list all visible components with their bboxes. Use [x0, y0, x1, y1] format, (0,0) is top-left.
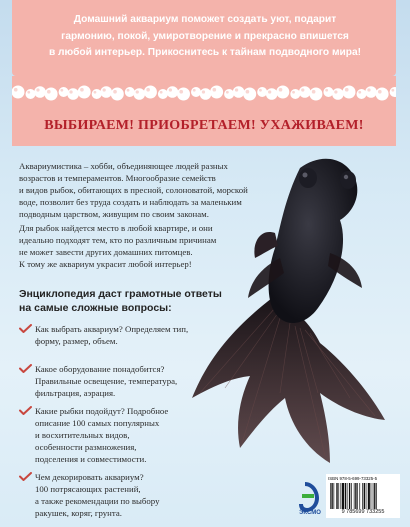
- question-line: Правильные освещение, температура,: [35, 376, 178, 386]
- bubble-highlight: [14, 88, 18, 92]
- bubble: [276, 86, 289, 99]
- intro-line: и видов рыбок, обитающих в пресной, солоноватой, морской: [19, 185, 248, 195]
- question-line: 100 потрясающих растений,: [35, 484, 141, 494]
- red-check-icon: [19, 406, 32, 415]
- question-line: а также рекомендации по выбору: [35, 496, 160, 506]
- bubble-highlight: [27, 91, 30, 94]
- bubble: [299, 86, 311, 98]
- barcode-bar: [368, 483, 370, 509]
- bubble-highlight: [268, 90, 271, 93]
- bubble: [167, 86, 179, 98]
- bubble: [26, 89, 36, 99]
- bubble: [210, 86, 223, 99]
- intro-line: воде, позволит без труда создать и наблюдать за маленьким: [19, 197, 242, 207]
- bubble: [224, 89, 234, 99]
- bubble-highlight: [279, 88, 283, 92]
- question-item: [19, 471, 229, 519]
- tail-fin: [192, 298, 385, 463]
- question-line: Какое оборудование понадобится?: [35, 364, 165, 374]
- second-line: не может завести других домашних питомцев.: [19, 247, 193, 257]
- bubble: [177, 88, 190, 101]
- barcode-bar: [355, 483, 356, 509]
- bubble: [323, 87, 333, 97]
- bubble: [78, 86, 91, 99]
- bubble-highlight: [179, 90, 183, 94]
- bubble: [45, 88, 58, 101]
- bubble: [233, 86, 245, 98]
- bubble: [266, 88, 278, 100]
- encyclopedia-line: на самые сложные вопросы:: [19, 302, 172, 314]
- bubble: [257, 87, 267, 97]
- bubble-highlight: [193, 89, 196, 92]
- barcode-bar: [331, 483, 332, 509]
- bubble-highlight: [169, 88, 172, 91]
- banner-line-2: гармонию, покой, умиротворение и прекрасно впишется: [61, 30, 349, 42]
- barcode-number: 9 785699 733255: [341, 509, 385, 515]
- bubble-highlight: [202, 90, 205, 93]
- bubble: [34, 86, 46, 98]
- banner-line-3: в любой интерьер. Прикоснитесь к тайнам подводного мира!: [48, 47, 362, 58]
- isbn-text: ISBN 978-5-699-73325-5: [328, 476, 378, 481]
- bubble-highlight: [80, 88, 84, 92]
- bubble: [376, 88, 389, 101]
- bubble-highlight: [325, 89, 328, 92]
- red-check-icon: [19, 364, 32, 373]
- barcode-bar: [349, 483, 350, 509]
- bubble: [309, 88, 322, 101]
- barcode-bar: [357, 483, 358, 509]
- publisher-name: ЭКСМО: [299, 510, 321, 516]
- bubble-highlight: [160, 91, 163, 94]
- barcode-bar: [334, 483, 335, 509]
- bubble: [343, 86, 356, 99]
- barcode-bar: [347, 483, 348, 509]
- barcode-bar: [345, 483, 346, 509]
- bubble-highlight: [136, 90, 139, 93]
- bubble-highlight: [103, 88, 106, 91]
- bubble: [125, 87, 135, 97]
- question-line: Как выбрать аквариум? Определяем тип,: [35, 324, 189, 334]
- bubble: [92, 89, 102, 99]
- bubble: [200, 88, 212, 100]
- question-line: подселения и совместимости.: [35, 454, 147, 464]
- barcode-bar: [336, 483, 337, 509]
- barcode-bar: [342, 483, 344, 509]
- bubble-pattern: [12, 76, 396, 110]
- intro-line: подводным царством, живущим по своим законам.: [19, 209, 209, 219]
- red-check-icon: [19, 472, 32, 481]
- encyclopedia-line: Энциклопедия даст грамотные ответы: [19, 288, 222, 300]
- barcode-bar: [374, 483, 375, 509]
- bubble-highlight: [113, 90, 117, 94]
- fish-eye-left: [299, 168, 317, 188]
- question-line: описание 100 самых популярных: [35, 418, 160, 428]
- bubble: [59, 87, 69, 97]
- barcode-bar: [338, 483, 339, 509]
- barcode-bar: [341, 483, 342, 509]
- bubble-border: [12, 76, 396, 110]
- bubble-highlight: [146, 88, 150, 92]
- banner-line-1: Домашний аквариум поможет создать уют, подарит: [73, 14, 337, 25]
- barcode-bar: [373, 483, 374, 509]
- bubble-highlight: [226, 91, 229, 94]
- barcode-bar: [376, 483, 377, 509]
- bubble-highlight: [47, 90, 51, 94]
- bubble-highlight: [127, 89, 130, 92]
- black-moor-fish-image: [180, 148, 395, 478]
- barcode-bar: [371, 483, 372, 509]
- question-line: Какие рыбки подойдут? Подробное: [35, 406, 169, 416]
- question-line: фильтрация, аэрация.: [35, 388, 116, 398]
- intro-line: возрастов и темпераментов. Многообразие семейств: [19, 173, 216, 183]
- bubble-highlight: [391, 89, 394, 92]
- barcode-bar: [354, 483, 355, 509]
- question-line: и восхитительных видов,: [35, 430, 130, 440]
- bubble-highlight: [60, 89, 63, 92]
- bubble-highlight: [235, 88, 238, 91]
- bubble: [111, 88, 124, 101]
- question-line: ракушек, коряг, грунта.: [35, 508, 122, 518]
- barcode-bar: [366, 483, 367, 509]
- bubble: [365, 86, 377, 98]
- second-line: Для рыбок найдется место в любой квартире, и они: [19, 223, 213, 233]
- barcode-box: [326, 474, 400, 518]
- bubble-highlight: [69, 90, 72, 93]
- bubble: [158, 89, 168, 99]
- fish-eye-right: [340, 171, 356, 189]
- bubble-highlight: [367, 88, 370, 91]
- bubble: [67, 88, 79, 100]
- bubble: [290, 89, 300, 99]
- intro-line: Аквариумистика – хобби, объединяющее людей разных: [19, 161, 228, 171]
- bubble-highlight: [345, 88, 349, 92]
- bubble: [357, 89, 367, 99]
- second-line: К тому же аквариум украсит любой интерьер!: [19, 259, 192, 269]
- bubble-highlight: [378, 90, 382, 94]
- bubble-highlight: [292, 91, 295, 94]
- bubble: [243, 88, 256, 101]
- red-check-icon: [19, 324, 32, 333]
- barcode-bars: [330, 483, 396, 509]
- bubble-highlight: [358, 91, 361, 94]
- barcode-bar: [364, 483, 365, 509]
- barcode-bar: [362, 483, 363, 509]
- bubble-highlight: [246, 90, 250, 94]
- question-line: форму, размер, объем.: [35, 336, 118, 346]
- bubble: [134, 88, 146, 100]
- bubble-highlight: [334, 90, 337, 93]
- headline: ВЫБИРАЕМ! ПРИОБРЕТАЕМ! УХАЖИВАЕМ!: [44, 118, 364, 133]
- bubble-highlight: [312, 90, 316, 94]
- bubble: [390, 87, 396, 97]
- bubble: [332, 88, 344, 100]
- bubble-highlight: [36, 88, 39, 91]
- bubble: [191, 87, 201, 97]
- bubble: [12, 86, 25, 99]
- bubble-highlight: [213, 88, 217, 92]
- barcode-bar: [351, 483, 352, 509]
- bubble-highlight: [259, 89, 262, 92]
- barcode-bar: [359, 483, 360, 509]
- bubble-highlight: [94, 91, 97, 94]
- question-line: особенности размножения,: [35, 442, 137, 452]
- bubble-highlight: [301, 88, 304, 91]
- question-line: Чем декорировать аквариум?: [35, 472, 144, 482]
- bubble: [100, 86, 112, 98]
- top-banner-text: [22, 12, 388, 62]
- bubble: [144, 86, 157, 99]
- barcode-bar: [330, 483, 331, 509]
- second-line: идеально подходят тем, кто по различным причинам: [19, 235, 217, 245]
